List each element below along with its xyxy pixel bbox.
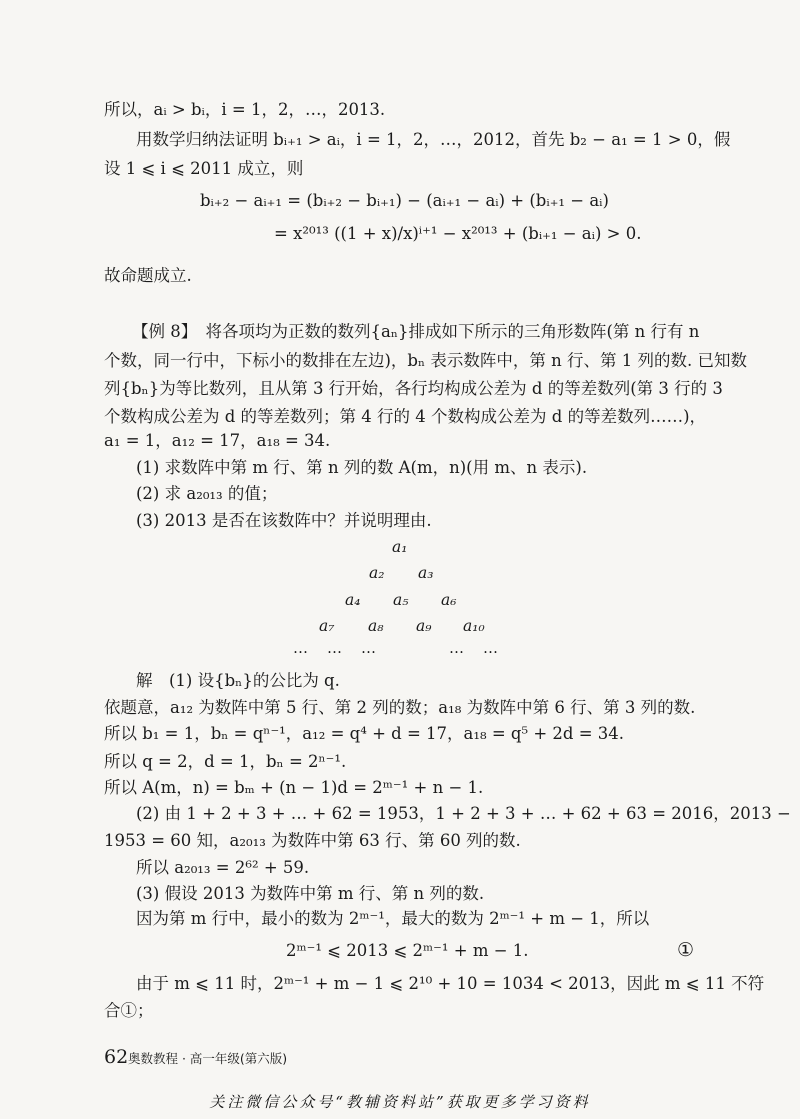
text-line-induction-assume: 设 1 ⩽ i ⩽ 2011 成立，则 — [104, 159, 304, 178]
solution-line: 因为第 m 行中，最小的数为 2ᵐ⁻¹，最大的数为 2ᵐ⁻¹ + m − 1，所以 — [136, 909, 650, 928]
triangle-entry: a₁₀ — [463, 617, 485, 635]
triangle-entry: a₈ — [368, 617, 384, 635]
text-line-conclusion-a-gt-b: 所以，aᵢ > bᵢ，i = 1，2，…，2013. — [104, 100, 386, 119]
question-3: (3) 2013 是否在该数阵中？并说明理由. — [136, 511, 432, 530]
example-8-text-2: 个数，同一行中，下标小的数排在左边)，bₙ 表示数阵中，第 n 行、第 1 列的数. 已知数 — [104, 351, 747, 370]
triangle-entry: a₆ — [441, 591, 457, 609]
solution-line: 所以 a₂₀₁₃ = 2⁶² + 59. — [136, 858, 310, 877]
example-8-text-4: 个数构成公差为 d 的等差数列；第 4 行的 4 个数构成公差为 d 的等差数列……)， — [104, 407, 707, 426]
example-8-given-values: a₁ = 1，a₁₂ = 17，a₁₈ = 34. — [104, 431, 331, 450]
triangle-entry: a₄ — [345, 591, 361, 609]
solution-heading: 解 (1) 设{bₙ}的公比为 q. — [136, 671, 340, 690]
page-number: 62 — [104, 1046, 129, 1068]
equation-marker: ① — [677, 939, 695, 961]
text-line-induction-intro: 用数学归纳法证明 bᵢ₊₁ > aᵢ，i = 1，2，…，2012，首先 b₂ − a₁ = 1 > 0，假 — [136, 130, 731, 149]
solution-line: 所以 A(m，n) = bₘ + (n − 1)d = 2ᵐ⁻¹ + n − 1. — [104, 778, 484, 797]
question-1: (1) 求数阵中第 m 行、第 n 列的数 A(m，n)(用 m、n 表示). — [136, 458, 588, 477]
text-line-proposition-holds: 故命题成立. — [104, 266, 192, 285]
solution-line: 合①； — [104, 1001, 154, 1020]
triangle-entry: a₃ — [418, 564, 434, 582]
solution-line: 依题意，a₁₂ 为数阵中第 5 行、第 2 列的数；a₁₈ 为数阵中第 6 行、第 3 列的数. — [104, 698, 696, 717]
inequality-formula: 2ᵐ⁻¹ ⩽ 2013 ⩽ 2ᵐ⁻¹ + m − 1. — [286, 941, 529, 960]
triangle-ellipsis-left: … … … — [293, 639, 379, 657]
triangle-ellipsis-right: … … — [449, 639, 501, 657]
triangle-entry: a₅ — [393, 591, 409, 609]
watermark-text: 关注微信公众号“教辅资料站”获取更多学习资料 — [209, 1093, 591, 1111]
solution-line: 所以 b₁ = 1，bₙ = qⁿ⁻¹，a₁₂ = q⁴ + d = 17，a₁₈ = q⁵ + 2d = 34. — [104, 724, 625, 743]
solution-line: (2) 由 1 + 2 + 3 + … + 62 = 1953，1 + 2 + 3 + … + 62 + 63 = 2016，2013 − — [136, 804, 791, 823]
question-2: (2) 求 a₂₀₁₃ 的值； — [136, 484, 278, 503]
solution-line: (3) 假设 2013 为数阵中第 m 行、第 n 列的数. — [136, 884, 485, 903]
solution-line: 1953 = 60 知，a₂₀₁₃ 为数阵中第 63 行、第 60 列的数. — [104, 831, 521, 850]
formula-line-2: = x²⁰¹³ ((1 + x)/x)ⁱ⁺¹ − x²⁰¹³ + (bᵢ₊₁ − aᵢ) > 0. — [274, 224, 642, 243]
book-title: 奥数教程 · 高一年级(第六版) — [128, 1051, 288, 1066]
solution-line: 所以 q = 2，d = 1，bₙ = 2ⁿ⁻¹. — [104, 752, 347, 771]
triangle-entry: a₉ — [416, 617, 432, 635]
triangle-entry: a₂ — [369, 564, 385, 582]
example-8-text-3: 列{bₙ}为等比数列，且从第 3 行开始，各行均构成公差为 d 的等差数列(第 3 行的 3 — [104, 379, 723, 398]
solution-line: 由于 m ⩽ 11 时，2ᵐ⁻¹ + m − 1 ⩽ 2¹⁰ + 10 = 1034 < 2013，因此 m ⩽ 11 不符 — [136, 974, 765, 993]
triangle-entry: a₁ — [392, 538, 408, 556]
example-8-heading: 【例 8】 将各项均为正数的数列{aₙ}排成如下所示的三角形数阵(第 n 行有 n — [132, 322, 700, 341]
formula-line-1: bᵢ₊₂ − aᵢ₊₁ = (bᵢ₊₂ − bᵢ₊₁) − (aᵢ₊₁ − aᵢ) + (bᵢ₊₁ − aᵢ) — [200, 191, 609, 210]
triangle-entry: a₇ — [319, 617, 335, 635]
